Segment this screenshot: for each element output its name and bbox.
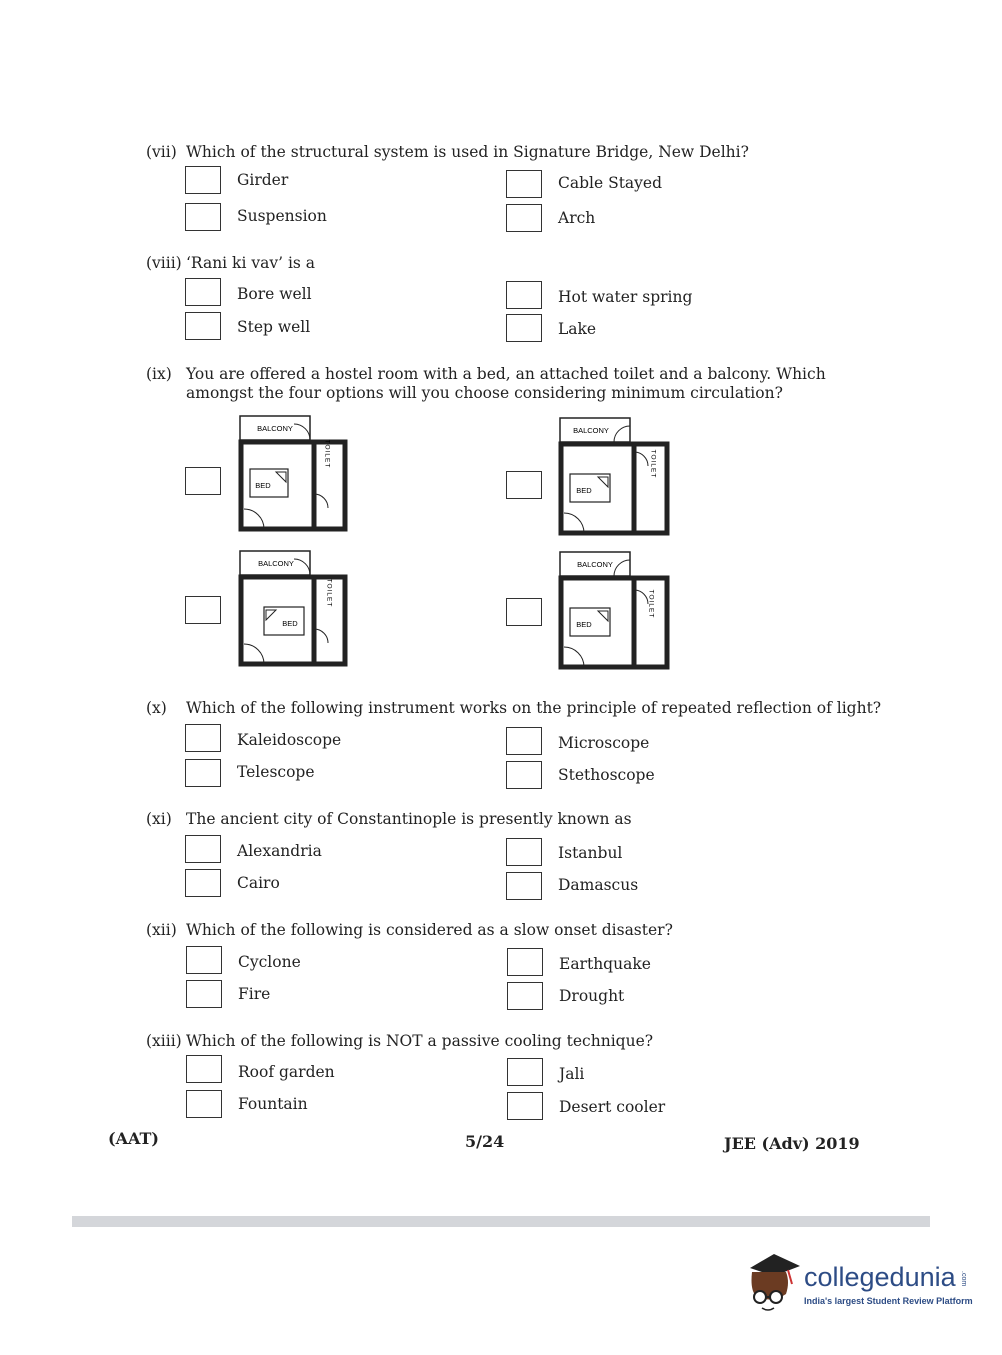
option-checkbox[interactable] — [186, 1055, 222, 1083]
option-label: Step well — [237, 318, 311, 336]
bed-label: BED — [255, 481, 271, 490]
question-number: (viii) — [146, 254, 182, 272]
question-xiii — [146, 1032, 653, 1050]
option-checkbox[interactable] — [506, 281, 542, 309]
option-label: Alexandria — [237, 842, 322, 860]
question-number: (vii) — [146, 143, 177, 161]
option-checkbox[interactable] — [506, 170, 542, 198]
footer-paper-code: (AAT) — [108, 1129, 159, 1148]
balcony-label: BALCONY — [577, 560, 613, 569]
option-checkbox[interactable] — [506, 838, 542, 866]
room-plan-option-d — [558, 550, 672, 672]
option-checkbox[interactable] — [506, 761, 542, 789]
option-checkbox[interactable] — [185, 869, 221, 897]
brand-tagline: India's largest Student Review Platform — [804, 1296, 973, 1306]
option-checkbox[interactable] — [185, 759, 221, 787]
toilet-label: TOILET — [325, 578, 333, 608]
option-label: Cairo — [237, 874, 280, 892]
question-x — [146, 699, 881, 717]
option-label: Girder — [237, 171, 289, 189]
question-number: (xii) — [146, 921, 177, 939]
divider-bar — [72, 1216, 930, 1227]
option-label: Lake — [558, 320, 597, 338]
option-checkbox[interactable] — [185, 278, 221, 306]
option-checkbox[interactable] — [185, 203, 221, 231]
option-label: Damascus — [558, 876, 639, 894]
bed-label: BED — [576, 486, 592, 495]
option-checkbox[interactable] — [185, 835, 221, 863]
option-label: Fire — [238, 985, 271, 1003]
option-label: Jali — [559, 1065, 585, 1083]
balcony-label: BALCONY — [257, 424, 293, 433]
toilet-label: TOILET — [649, 449, 657, 479]
question-number: (xiii) — [146, 1032, 182, 1050]
option-label: Cable Stayed — [558, 174, 663, 192]
question-text: Which of the structural system is used in Signature Bridge, New Delhi? — [186, 143, 749, 161]
option-checkbox[interactable] — [507, 982, 543, 1010]
option-label: Desert cooler — [559, 1098, 666, 1116]
question-text: You are offered a hostel room with a bed, an attached toilet and a balcony. Which amongst the four options will you choose considering minimum circulation? — [186, 365, 826, 402]
mascot-logo-icon — [744, 1250, 802, 1316]
question-text: ‘Rani ki vav’ is a — [186, 254, 316, 272]
question-text: Which of the following instrument works on the principle of repeated reflection of light? — [186, 699, 882, 717]
option-checkbox[interactable] — [185, 166, 221, 194]
option-label: Roof garden — [238, 1063, 335, 1081]
room-plan-option-a — [238, 414, 350, 534]
option-label: Kaleidoscope — [237, 731, 342, 749]
option-checkbox[interactable] — [185, 596, 221, 624]
option-label: Earthquake — [559, 955, 651, 973]
option-label: Drought — [559, 987, 625, 1005]
option-checkbox[interactable] — [186, 980, 222, 1008]
option-checkbox[interactable] — [506, 314, 542, 342]
room-plan-option-c — [238, 549, 350, 669]
room-plan-option-b — [558, 416, 672, 538]
option-label: Istanbul — [558, 844, 623, 862]
footer-exam-name: JEE (Adv) 2019 — [724, 1134, 860, 1153]
brand-suffix: .com — [960, 1271, 967, 1287]
option-label: Arch — [558, 209, 596, 227]
option-checkbox[interactable] — [507, 1058, 543, 1086]
toilet-label: TOILET — [323, 439, 331, 469]
question-vii — [146, 143, 749, 161]
option-label: Bore well — [237, 285, 312, 303]
bed-label: BED — [576, 620, 592, 629]
question-number: (xi) — [146, 810, 172, 828]
option-checkbox[interactable] — [507, 1092, 543, 1120]
balcony-label: BALCONY — [573, 426, 609, 435]
question-text: Which of the following is considered as a slow onset disaster? — [186, 921, 673, 939]
option-checkbox[interactable] — [185, 724, 221, 752]
question-viii — [146, 254, 315, 272]
option-checkbox[interactable] — [506, 204, 542, 232]
option-checkbox[interactable] — [186, 1090, 222, 1118]
option-checkbox[interactable] — [506, 598, 542, 626]
option-label: Stethoscope — [558, 766, 655, 784]
balcony-label: BALCONY — [258, 559, 294, 568]
option-label: Suspension — [237, 207, 327, 225]
brand-name: collegedunia — [804, 1262, 956, 1292]
option-checkbox[interactable] — [186, 946, 222, 974]
option-label: Microscope — [558, 734, 650, 752]
option-label: Telescope — [237, 763, 315, 781]
question-number: (ix) — [146, 365, 172, 383]
option-checkbox[interactable] — [507, 948, 543, 976]
option-label: Hot water spring — [558, 288, 693, 306]
option-checkbox[interactable] — [185, 312, 221, 340]
footer-page-number: 5/24 — [465, 1132, 505, 1151]
question-text: Which of the following is NOT a passive cooling technique? — [186, 1032, 654, 1050]
question-number: (x) — [146, 699, 167, 717]
option-checkbox[interactable] — [185, 467, 221, 495]
toilet-label: TOILET — [647, 589, 655, 619]
question-ix — [146, 365, 861, 403]
option-label: Cyclone — [238, 953, 301, 971]
option-checkbox[interactable] — [506, 872, 542, 900]
option-label: Fountain — [238, 1095, 308, 1113]
bed-label: BED — [282, 619, 298, 628]
question-xi — [146, 810, 632, 828]
option-checkbox[interactable] — [506, 471, 542, 499]
question-text: The ancient city of Constantinople is presently known as — [186, 810, 632, 828]
question-xii — [146, 921, 673, 939]
option-checkbox[interactable] — [506, 727, 542, 755]
